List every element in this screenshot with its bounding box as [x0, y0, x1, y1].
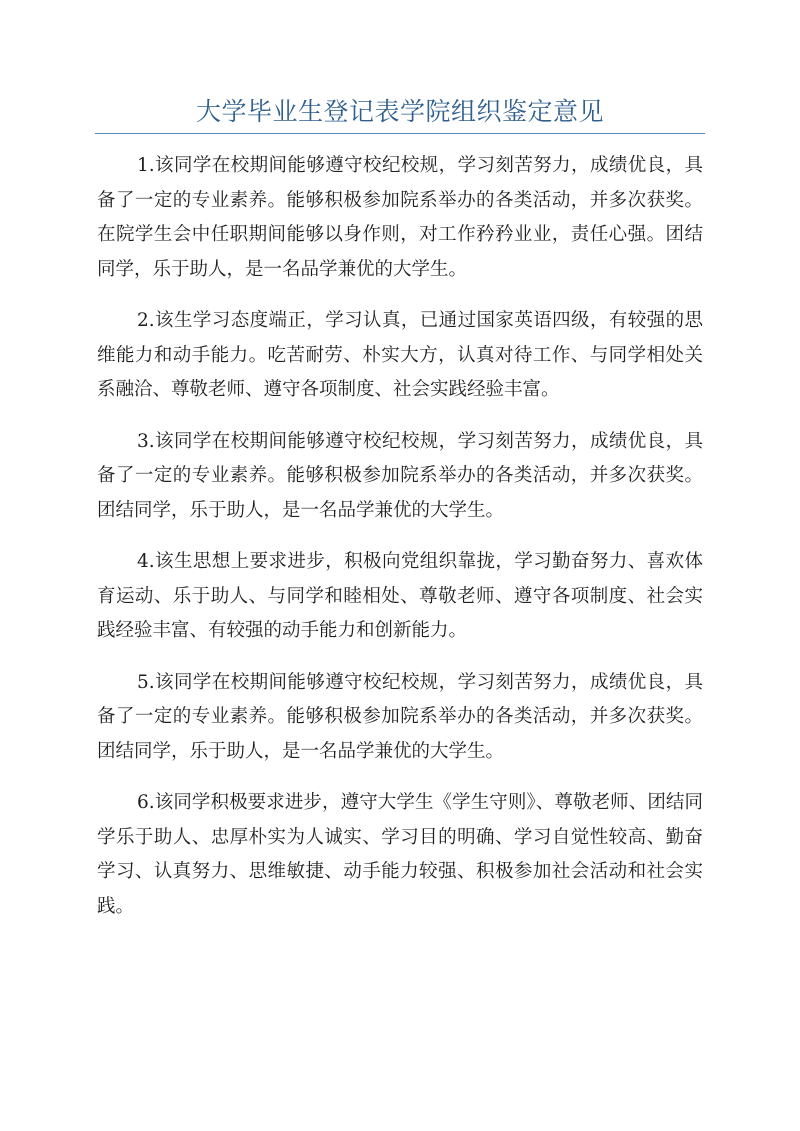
document-body — [97, 149, 703, 941]
paragraph-3: 3.该同学在校期间能够遵守校纪校规，学习刻苦努力，成绩优良，具备了一定的专业素养。能够积极参加院系举办的各类活动，并多次获奖。团结同学，乐于助人，是一名品学兼优的大学生。 — [97, 430, 703, 521]
paragraph-4: 4.该生思想上要求进步，积极向党组织靠拢，学习勤奋努力、喜欢体育运动、乐于助人、与同学和睦相处、尊敬老师、遵守各项制度、社会实践经验丰富、有较强的动手能力和创新能力。 — [97, 551, 703, 641]
paragraph-1: 1.该同学在校期间能够遵守校纪校规，学习刻苦努力，成绩优良，具备了一定的专业素养。能够积极参加院系举办的各类活动，并多次获奖。在院学生会中任职期间能够以身作则，对工作矜矜业业，责任心强。团结同学，乐于助人，是一名品学兼优的大学生。 — [97, 155, 703, 280]
paragraph-2: 2.该生学习态度端正，学习认真，已通过国家英语四级，有较强的思维能力和动手能力。吃苦耐劳、朴实大方，认真对待工作、与同学相处关系融洽、尊敬老师、遵守各项制度、社会实践经验丰富。 — [97, 310, 703, 400]
paragraph-5: 5.该同学在校期间能够遵守校纪校规，学习刻苦努力，成绩优良，具备了一定的专业素养。能够积极参加院系举办的各类活动，并多次获奖。团结同学，乐于助人，是一名品学兼优的大学生。 — [97, 671, 703, 762]
document-title: 大学毕业生登记表学院组织鉴定意见 — [195, 97, 604, 126]
title-underline — [95, 133, 705, 134]
paragraph-6: 6.该同学积极要求进步，遵守大学生《学生守则》、尊敬老师、团结同学乐于助人、忠厚朴实为人诚实、学习目的明确、学习自觉性较高、勤奋学习、认真努力、思维敏捷、动手能力较强、积极参加社会活动和社会实践。 — [97, 792, 703, 917]
